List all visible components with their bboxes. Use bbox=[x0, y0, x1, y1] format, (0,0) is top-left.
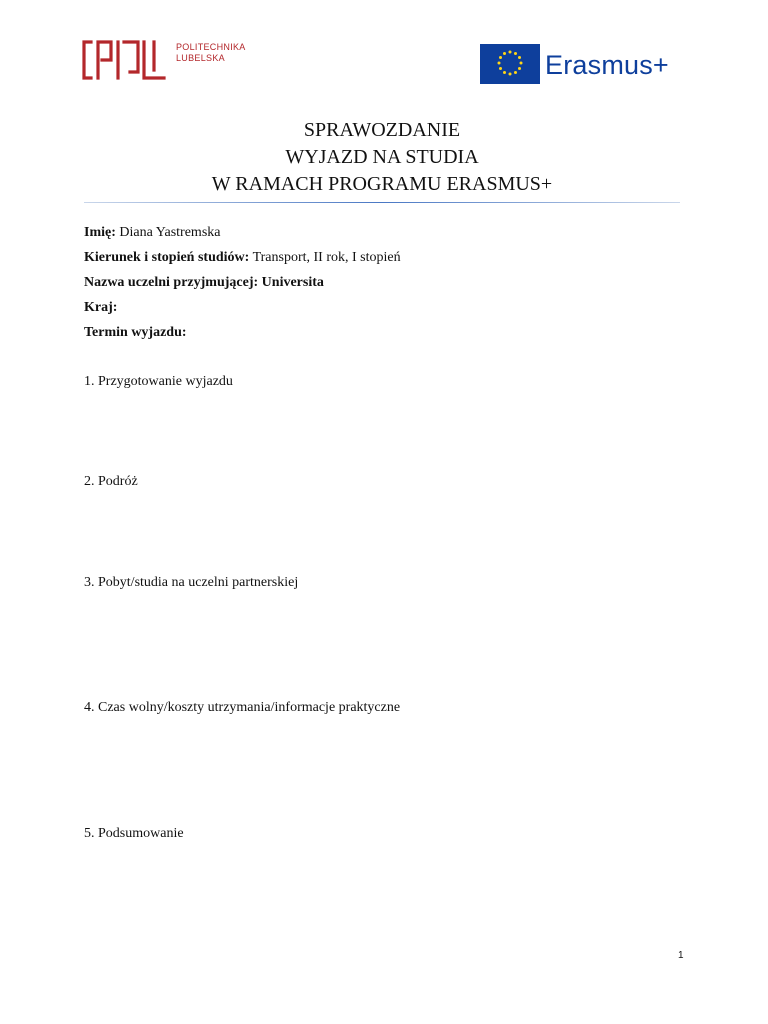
title-line-1: SPRAWOZDANIE bbox=[303, 119, 461, 141]
title-line-2: WYJAZD NA STUDIA bbox=[285, 146, 479, 168]
date-label: Termin wyjazdu: bbox=[84, 325, 187, 340]
name-value: Diana Yastremska bbox=[119, 225, 221, 240]
name-label: Imię: bbox=[84, 225, 116, 240]
title-underline bbox=[84, 202, 680, 203]
host-value: Universita bbox=[261, 275, 324, 290]
politechnika-lubelska-logo bbox=[80, 38, 262, 90]
info-row-name bbox=[84, 224, 401, 249]
document-title bbox=[84, 117, 680, 198]
page-number: 1 bbox=[678, 950, 684, 961]
erasmus-wordmark: Erasmus+ bbox=[545, 50, 669, 80]
section-heading-stay: 3. Pobyt/studia na uczelni partnerskiej bbox=[84, 575, 299, 590]
logo-line-2: LUBELSKA bbox=[176, 53, 225, 63]
info-row-country bbox=[84, 299, 401, 324]
politechnika-lubelska-wordmark bbox=[176, 42, 246, 64]
section-heading-travel: 2. Podróż bbox=[84, 474, 138, 489]
section-heading-preparation: 1. Przygotowanie wyjazdu bbox=[84, 374, 233, 389]
eu-flag-icon bbox=[480, 44, 540, 84]
field-value: Transport, II rok, I stopień bbox=[252, 250, 401, 265]
info-row-host bbox=[84, 274, 401, 299]
logo-line-1: POLITECHNIKA bbox=[176, 42, 246, 52]
erasmus-plus-logo bbox=[480, 44, 680, 86]
country-label: Kraj: bbox=[84, 300, 118, 315]
host-label: Nazwa uczelni przyjmującej: bbox=[84, 275, 259, 290]
section-heading-free-time: 4. Czas wolny/koszty utrzymania/informacje praktyczne bbox=[84, 700, 401, 715]
student-info bbox=[84, 224, 401, 349]
eu-stars-icon bbox=[480, 44, 540, 84]
field-label: Kierunek i stopień studiów: bbox=[84, 250, 250, 265]
title-line-3: W RAMACH PROGRAMU ERASMUS+ bbox=[211, 173, 553, 195]
section-heading-summary: 5. Podsumowanie bbox=[84, 826, 184, 841]
info-row-field bbox=[84, 249, 401, 274]
politechnika-lubelska-mark-icon bbox=[80, 38, 170, 82]
info-row-date bbox=[84, 324, 401, 349]
